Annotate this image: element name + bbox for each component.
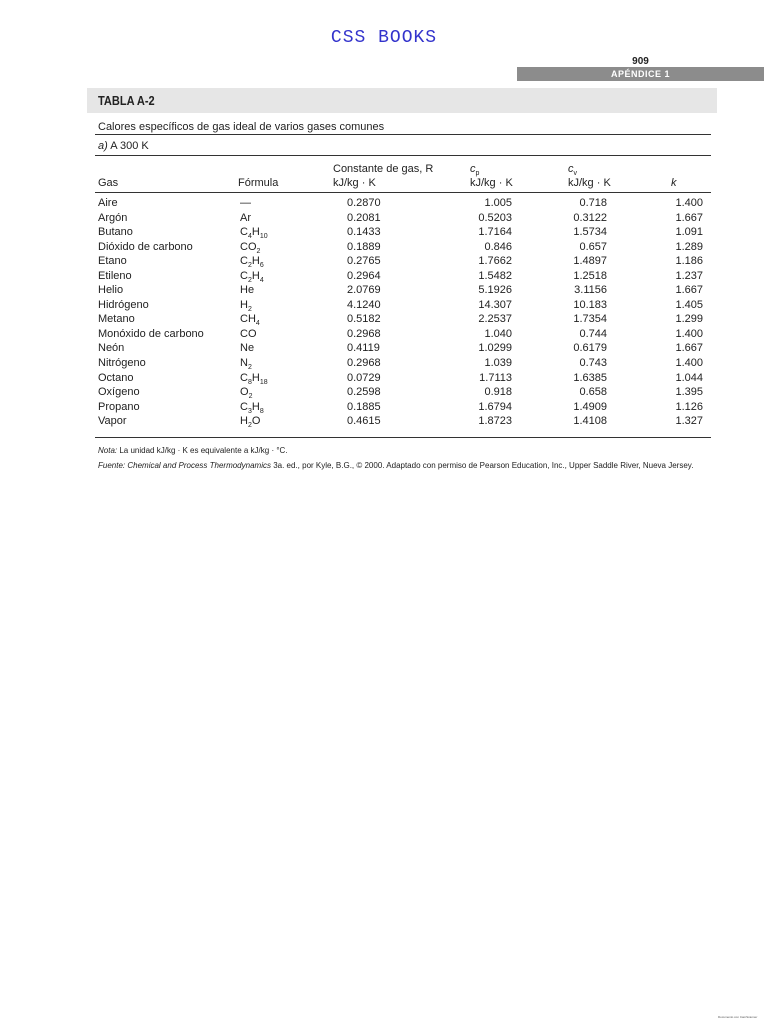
cell-formula: $CH_4$ (240, 313, 260, 328)
cell-gas: Helio (98, 284, 124, 297)
cell-r: 0.4615 (347, 415, 381, 428)
cell-formula: $H_2O$ (240, 415, 261, 430)
table-row (0, 372, 768, 387)
cell-k: 1.289 (675, 240, 703, 253)
table-source (98, 460, 713, 471)
cell-cv: 1.2518 (573, 269, 607, 282)
header-rule (95, 192, 711, 193)
col-header-r-title: Constante de gas, R (333, 163, 434, 175)
cell-r: 0.2968 (347, 357, 381, 370)
table-row (0, 313, 768, 328)
cell-r: 0.4119 (347, 342, 380, 355)
caption-rule (95, 134, 711, 135)
cell-formula: CO (240, 327, 257, 340)
cell-gas: Oxígeno (98, 386, 140, 399)
source-title: Chemical and Process Thermodynamics (125, 461, 271, 470)
scanner-watermark: Documento con CamScanner (718, 1015, 758, 1019)
cell-k: 1.400 (675, 327, 703, 340)
table-row (0, 197, 768, 212)
cell-cp: 1.7113 (479, 371, 512, 384)
cell-gas: Butano (98, 226, 133, 239)
cell-formula: $C_8H_{18}$ (240, 371, 268, 386)
cv-symbol: c (568, 163, 574, 175)
cell-gas: Dióxido de carbono (98, 240, 193, 253)
col-header-formula: Fórmula (238, 177, 279, 189)
cp-subscript: p (475, 170, 480, 178)
cell-cp: 0.5203 (478, 211, 512, 224)
cell-cv: 0.718 (579, 197, 607, 209)
cell-formula: $C_3H_8$ (240, 400, 264, 415)
cell-r: 4.1240 (347, 298, 381, 311)
cell-r: 0.1433 (347, 226, 381, 239)
cell-cp: 1.7164 (478, 226, 512, 239)
table-row (0, 357, 768, 372)
cell-cp: 2.2537 (478, 313, 512, 326)
cell-cp: 1.6794 (478, 400, 512, 413)
cell-gas: Aire (98, 197, 118, 209)
cell-k: 1.327 (675, 415, 703, 428)
table-row (0, 401, 768, 416)
col-header-k: k (671, 177, 677, 189)
cell-cp: 1.5482 (478, 269, 512, 282)
cell-cv: 1.4108 (573, 415, 607, 428)
table-row (0, 255, 768, 270)
cell-k: 1.667 (675, 284, 703, 297)
cell-cv: 1.5734 (573, 226, 607, 239)
cell-r: 0.0729 (347, 371, 381, 384)
site-title: CSS BOOKS (330, 28, 438, 48)
cell-cv: 10.183 (573, 298, 607, 311)
page-number: 909 (632, 56, 649, 67)
cell-k: 1.044 (675, 371, 703, 384)
subcaption-rule (95, 155, 711, 156)
col-header-cv-title (568, 163, 577, 177)
cell-k: 1.126 (675, 400, 703, 413)
table-row (0, 212, 768, 227)
cell-cv: 1.7354 (573, 313, 607, 326)
col-header-cv-units: kJ/kg · K (568, 177, 611, 189)
note-label: Nota: (98, 446, 118, 455)
table-row (0, 241, 768, 256)
cell-cv: 0.657 (579, 240, 607, 253)
cell-cp: 14.307 (478, 298, 512, 311)
cell-formula: $C_2H_6$ (240, 255, 264, 270)
cell-k: 1.299 (675, 313, 703, 326)
note-text: La unidad kJ/kg · K es equivalente a kJ/kg · °C. (117, 446, 288, 455)
cell-r: 0.1885 (347, 400, 381, 413)
cell-gas: Vapor (98, 415, 127, 428)
cell-k: 1.667 (675, 211, 703, 224)
cell-k: 1.186 (675, 255, 703, 268)
table-row (0, 328, 768, 343)
table-caption: Calores específicos de gas ideal de varios gases comunes (98, 121, 385, 133)
cell-cv: 0.658 (579, 386, 607, 399)
cell-cv: 0.6179 (573, 342, 607, 355)
cell-cv: 0.743 (579, 357, 607, 370)
cell-gas: Hidrógeno (98, 298, 149, 311)
cell-r: 0.2968 (347, 327, 381, 340)
cell-gas: Monóxido de carbono (98, 327, 204, 340)
cell-gas: Etileno (98, 269, 132, 282)
cell-cv: 1.6385 (573, 371, 607, 384)
cell-k: 1.091 (675, 226, 703, 239)
table-row (0, 299, 768, 314)
cell-formula: He (240, 284, 255, 297)
cell-r: 0.1889 (347, 240, 381, 253)
cell-k: 1.667 (675, 342, 703, 355)
cell-cv: 3.1156 (574, 284, 607, 297)
cell-r: 0.2081 (347, 211, 381, 224)
table-row (0, 226, 768, 241)
cell-cp: 1.005 (484, 197, 512, 209)
table-body (0, 197, 768, 430)
cell-cp: 0.918 (484, 386, 512, 399)
table-row (0, 284, 768, 299)
cell-formula: $O_2$ (240, 386, 253, 401)
cell-cp: 1.040 (484, 327, 512, 340)
cell-k: 1.237 (675, 269, 703, 282)
col-header-r-units: kJ/kg · K (333, 177, 376, 189)
cell-r: 2.0769 (347, 284, 381, 297)
cell-cp: 1.039 (484, 357, 512, 370)
cell-r: 0.2870 (347, 197, 381, 209)
table-subcaption (98, 140, 149, 152)
cell-gas: Etano (98, 255, 127, 268)
table-header-band (87, 88, 717, 113)
table-row (0, 270, 768, 285)
col-header-cp-units: kJ/kg · K (470, 177, 513, 189)
source-label: Fuente: (98, 461, 126, 470)
cell-r: 0.2765 (347, 255, 381, 268)
cell-gas: Octano (98, 371, 134, 384)
source-text: 3a. ed., por Kyle, B.G., © 2000. Adaptado con permiso de Pearson Education, Inc., Upper Saddle River, Nueva Jersey. (270, 461, 694, 470)
cell-formula: $H_2$ (240, 298, 252, 314)
cell-formula: $N_2$ (240, 357, 252, 372)
body-bottom-rule (95, 437, 711, 438)
cell-formula: — (240, 197, 251, 209)
cell-k: 1.405 (675, 298, 703, 311)
cell-r: 0.2598 (347, 386, 381, 399)
cell-formula: $CO_2$ (240, 240, 261, 255)
cell-r: 0.5182 (347, 313, 381, 326)
table-row (0, 386, 768, 401)
appendix-label: APÉNDICE 1 (517, 67, 764, 81)
cell-gas: Neón (98, 342, 125, 355)
cell-k: 1.400 (675, 357, 703, 370)
table-id: TABLA A-2 (98, 93, 155, 108)
cell-gas: Metano (98, 313, 135, 326)
cell-cp: 5.1926 (478, 284, 512, 297)
cv-subscript: v (573, 170, 577, 178)
cell-cv: 0.744 (579, 327, 607, 340)
cell-gas: Argón (98, 211, 128, 224)
cell-k: 1.395 (675, 386, 703, 399)
col-header-gas: Gas (98, 177, 119, 189)
cell-gas: Nitrógeno (98, 357, 146, 370)
cell-cp: 1.8723 (478, 415, 512, 428)
cell-cv: 0.3122 (573, 211, 607, 224)
cell-formula: $C_2H_4$ (240, 269, 264, 284)
cell-gas: Propano (98, 400, 140, 413)
cell-cp: 1.7662 (478, 255, 512, 268)
col-header-cp-title (470, 163, 479, 177)
table-note (98, 445, 718, 456)
table-row (0, 342, 768, 357)
subcaption-text: A 300 K (107, 140, 149, 152)
cell-k: 1.400 (675, 197, 703, 209)
cell-r: 0.2964 (347, 269, 381, 282)
cell-cp: 0.846 (484, 240, 512, 253)
subcaption-label: a) (98, 140, 108, 152)
cell-formula: $C_4H_{10}$ (240, 226, 268, 241)
cell-cv: 1.4909 (573, 400, 607, 413)
cp-symbol: c (470, 163, 476, 175)
cell-cp: 1.0299 (478, 342, 512, 355)
table-row (0, 415, 768, 430)
cell-formula: Ar (240, 211, 251, 224)
cell-formula: Ne (240, 342, 255, 355)
cell-cv: 1.4897 (573, 255, 607, 268)
